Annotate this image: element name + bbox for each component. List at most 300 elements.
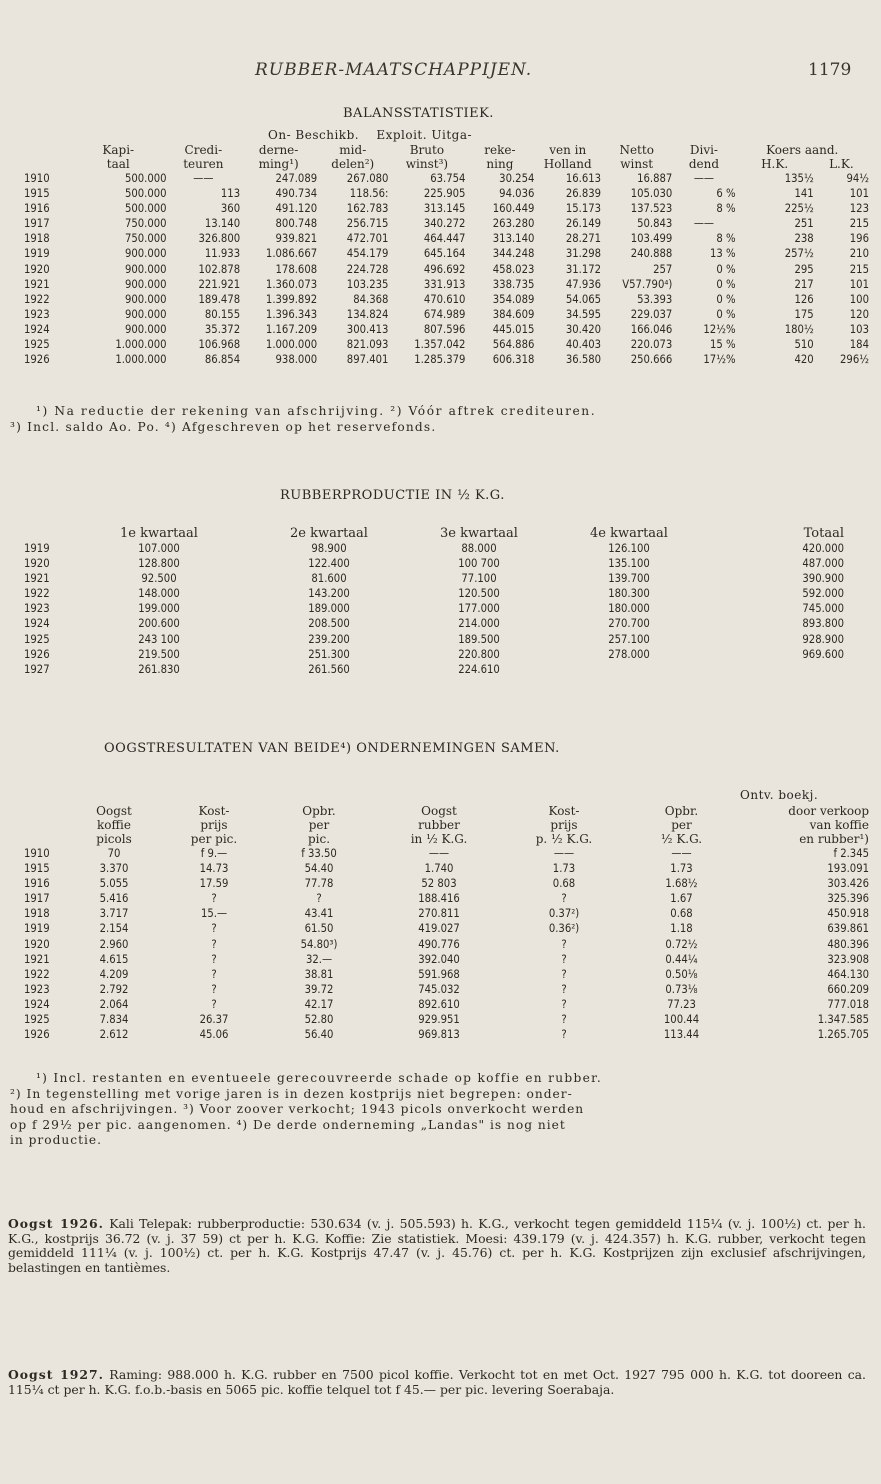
row-year: 1919 — [24, 247, 50, 261]
table-cell: 70 — [107, 847, 121, 860]
row-year: 1926 — [24, 1028, 50, 1042]
table-cell: 42.17 — [304, 997, 334, 1011]
table-row — [24, 277, 869, 292]
table-cell: 969.600 — [802, 647, 844, 661]
column-header: picols — [96, 832, 132, 846]
table-cell: 135.100 — [608, 557, 650, 571]
column-header: winst³) — [405, 157, 449, 171]
table-cell: 6 % — [716, 187, 736, 201]
table-row — [24, 601, 844, 616]
table-cell: 26.839 — [565, 187, 602, 201]
table-cell: 256.715 — [346, 217, 389, 231]
table-cell: 1.000.000 — [115, 338, 167, 352]
balans-head-row3 — [24, 157, 869, 171]
table-cell: 45.06 — [199, 1028, 229, 1042]
table-cell: 0.73⅛ — [665, 982, 698, 996]
table-cell: 15.173 — [565, 202, 602, 216]
column-header: per pic. — [190, 832, 238, 846]
table-cell: 32.— — [305, 952, 333, 966]
table-cell: ? — [211, 952, 217, 966]
table-cell: 470.610 — [423, 292, 466, 306]
table-cell: 1.360.073 — [265, 277, 318, 291]
table-cell: 53.393 — [637, 292, 673, 306]
table-cell: 420 — [794, 353, 814, 367]
table-cell: 450.918 — [827, 907, 869, 921]
table-cell: 243 100 — [138, 632, 180, 646]
row-year: 1924 — [24, 997, 50, 1011]
table-cell: 1.396.343 — [265, 307, 318, 321]
table-cell: —— — [693, 217, 714, 231]
table-cell: 325.396 — [827, 892, 869, 906]
row-year: 1910 — [24, 847, 50, 860]
table-cell: 4.615 — [99, 952, 129, 966]
column-header: Bruto — [409, 143, 445, 157]
column-header: taal — [106, 157, 130, 171]
table-cell: ? — [561, 997, 567, 1011]
table-cell: ? — [561, 892, 567, 906]
table-cell: 821.093 — [346, 338, 389, 352]
table-cell: 225½ — [784, 202, 814, 216]
column-header: Kost- — [198, 804, 230, 818]
table-row — [24, 556, 844, 571]
table-cell: 137.523 — [630, 202, 673, 216]
table-cell: 107.000 — [138, 542, 180, 555]
table-row — [24, 997, 869, 1012]
table-cell: 564.886 — [492, 338, 535, 352]
table-row — [24, 891, 869, 906]
table-cell: 210 — [849, 247, 869, 261]
table-cell: 2.960 — [99, 937, 129, 951]
table-cell: ? — [561, 1028, 567, 1042]
table-cell: 220.800 — [458, 647, 500, 661]
balans-title: BALANSSTATISTIEK. — [343, 106, 494, 121]
table-cell: 52 803 — [421, 877, 457, 891]
table-cell: 56.40 — [304, 1028, 334, 1042]
table-row — [24, 616, 844, 631]
column-header: teuren — [183, 157, 224, 171]
table-cell: 251.300 — [308, 647, 350, 661]
table-cell: 94.036 — [499, 187, 535, 201]
column-header: prijs — [200, 818, 228, 832]
column-header: van koffie — [809, 818, 869, 832]
row-year: 1926 — [24, 647, 50, 661]
row-year: 1916 — [24, 202, 50, 216]
table-cell: 11.933 — [204, 247, 241, 261]
row-year: 1919 — [24, 542, 50, 555]
table-cell: 86.854 — [204, 353, 241, 367]
table-cell: 166.046 — [630, 322, 673, 336]
table-cell: 900.000 — [124, 292, 167, 306]
row-year: 1926 — [24, 353, 50, 367]
table-cell: 897.401 — [346, 353, 389, 367]
table-cell: 178.608 — [275, 262, 318, 276]
table-cell: 2.612 — [99, 1028, 129, 1042]
table-cell: 135½ — [784, 172, 814, 185]
table-cell: 103.499 — [630, 232, 673, 246]
table-cell: 8 % — [716, 232, 736, 246]
table-cell: 500.000 — [124, 202, 167, 216]
table-cell: 28.271 — [565, 232, 602, 246]
table-cell: 500.000 — [124, 187, 167, 201]
table-cell: ? — [561, 952, 567, 966]
table-cell: 54.065 — [565, 292, 602, 306]
table-cell: 257 — [653, 262, 673, 276]
table-cell: 34.595 — [565, 307, 602, 321]
column-header: en rubber¹) — [799, 832, 869, 846]
column-header: Oogst — [96, 804, 132, 818]
table-cell: 1.357.042 — [414, 338, 466, 352]
row-year: 1923 — [24, 602, 50, 616]
row-year: 1916 — [24, 877, 50, 891]
table-cell: 81.600 — [311, 572, 347, 586]
table-cell: 340.272 — [423, 217, 466, 231]
table-row — [24, 352, 869, 367]
table-cell: 660.209 — [827, 982, 869, 996]
table-cell: 63.754 — [430, 172, 466, 185]
column-header: H.K. — [761, 157, 789, 171]
table-cell: 267.080 — [346, 172, 389, 185]
table-row — [24, 201, 869, 216]
table-cell: 500.000 — [124, 172, 167, 185]
table-cell: 240.888 — [630, 247, 673, 261]
column-header: Oogst — [421, 804, 457, 818]
table-cell: 77.100 — [461, 572, 497, 586]
table-cell: 40.403 — [565, 338, 602, 352]
column-header: winst — [620, 157, 654, 171]
table-cell: 52.80 — [304, 1013, 334, 1027]
table-cell: 101 — [849, 187, 869, 201]
table-cell: 0.72½ — [665, 937, 698, 951]
table-cell: 939.821 — [275, 232, 318, 246]
table-cell: —— — [671, 847, 692, 860]
table-cell: 7.834 — [99, 1013, 129, 1027]
row-year: 1920 — [24, 557, 50, 571]
row-year: 1921 — [24, 572, 50, 586]
row-year: 1923 — [24, 307, 50, 321]
table-cell: 200.600 — [138, 617, 180, 631]
row-year: 1918 — [24, 907, 50, 921]
column-header: Opbr. — [302, 804, 336, 818]
table-cell: 5.055 — [99, 877, 129, 891]
table-cell: 0 % — [716, 307, 736, 321]
table-cell: 4.209 — [99, 967, 129, 981]
row-year: 1918 — [24, 232, 50, 246]
table-cell: 100 — [849, 292, 869, 306]
row-year: 1921 — [24, 952, 50, 966]
table-row — [24, 662, 844, 677]
table-row — [24, 906, 869, 921]
table-cell: 929.951 — [418, 1013, 460, 1027]
column-header: 3e kwartaal — [440, 526, 518, 541]
table-cell: 103.235 — [346, 277, 389, 291]
table-cell: —— — [693, 172, 714, 185]
table-cell: 490.776 — [418, 937, 460, 951]
table-row — [24, 216, 869, 231]
table-cell: 225.905 — [423, 187, 466, 201]
table-cell: 674.989 — [423, 307, 466, 321]
table-cell: 458.023 — [492, 262, 535, 276]
running-title: RUBBER-MAATSCHAPPIJEN. — [255, 60, 533, 80]
row-year: 1919 — [24, 922, 50, 936]
row-year: 1917 — [24, 892, 50, 906]
table-cell: 35.372 — [204, 322, 241, 336]
table-cell: 196 — [849, 232, 869, 246]
table-cell: 189.000 — [308, 602, 350, 616]
table-cell: 800.748 — [275, 217, 318, 231]
table-cell: —— — [193, 172, 214, 185]
table-cell: 30.420 — [565, 322, 602, 336]
oogst-1926-paragraph — [8, 1217, 866, 1275]
table-cell: 16.887 — [637, 172, 673, 185]
table-cell: 0.68 — [552, 877, 576, 891]
table-cell: ? — [211, 892, 217, 906]
table-cell: 278.000 — [608, 647, 650, 661]
table-row — [24, 937, 869, 952]
table-row — [24, 632, 844, 647]
table-cell: 80.155 — [204, 307, 241, 321]
column-header: delen²) — [331, 157, 375, 171]
table-cell: 220.073 — [630, 338, 673, 352]
table-row — [24, 231, 869, 246]
oogst-1926-label: Oogst 1926. — [8, 1216, 104, 1231]
table-cell: 47.936 — [565, 277, 602, 291]
table-cell: 1.67 — [670, 892, 693, 906]
table-cell: 199.000 — [138, 602, 180, 616]
table-cell: ? — [211, 967, 217, 981]
column-header: prijs — [550, 818, 578, 832]
oogst-1927-label: Oogst 1927. — [8, 1367, 104, 1382]
table-cell: 180½ — [784, 322, 814, 336]
row-year: 1922 — [24, 587, 50, 601]
table-cell: f 33.50 — [301, 847, 337, 860]
rubber-title: RUBBERPRODUCTIE IN ½ K.G. — [280, 488, 505, 503]
table-row — [24, 952, 869, 967]
table-cell: 31.172 — [565, 262, 602, 276]
oogst-title: OOGSTRESULTATEN VAN BEIDE⁴) ONDERNEMINGEN SAMEN. — [104, 741, 560, 756]
table-cell: 480.396 — [827, 937, 869, 951]
balans-table — [24, 143, 869, 367]
table-cell: 217 — [794, 277, 814, 291]
table-cell: 61.50 — [304, 922, 334, 936]
table-cell: 224.610 — [458, 662, 500, 676]
table-cell: 13.140 — [204, 217, 241, 231]
table-cell: 50.843 — [637, 217, 673, 231]
column-header: Holland — [543, 157, 592, 171]
row-year: 1927 — [24, 662, 50, 676]
row-year: 1915 — [24, 187, 50, 201]
table-cell: 270.811 — [418, 907, 460, 921]
table-cell: 26.149 — [565, 217, 602, 231]
table-cell: 175 — [794, 307, 814, 321]
table-cell: 219.500 — [138, 647, 180, 661]
oogst-note-line: ²) In tegenstelling met vorige jaren is in dezen kostprijs niet begrepen: onder- — [10, 1086, 573, 1101]
column-header: pic. — [307, 832, 331, 846]
table-cell: 189.478 — [198, 292, 241, 306]
table-cell: ? — [211, 937, 217, 951]
table-cell: V57.790⁴) — [622, 277, 673, 291]
table-cell: 189.500 — [458, 632, 500, 646]
column-header: Opbr. — [664, 804, 699, 818]
table-cell: 143.200 — [308, 587, 350, 601]
table-row — [24, 982, 869, 997]
table-cell: 257.100 — [608, 632, 650, 646]
column-header: rubber — [418, 818, 460, 832]
table-cell: 141 — [794, 187, 814, 201]
column-header: Credi- — [184, 143, 223, 157]
table-cell: 0.44¼ — [665, 952, 698, 966]
table-row — [24, 262, 869, 277]
table-cell: 251 — [794, 217, 814, 231]
row-year: 1923 — [24, 982, 50, 996]
table-cell: 295 — [794, 262, 814, 276]
column-header: 1e kwartaal — [120, 526, 198, 541]
table-cell: 1.73 — [552, 862, 576, 876]
table-cell: 120.500 — [458, 587, 500, 601]
table-cell: 247.089 — [275, 172, 318, 185]
table-cell: —— — [553, 847, 575, 860]
table-row — [24, 307, 869, 322]
table-cell: 122.400 — [308, 557, 350, 571]
table-cell: f 9.— — [200, 847, 228, 860]
table-cell: 92.500 — [141, 572, 177, 586]
table-cell: 193.091 — [827, 862, 869, 876]
table-cell: 103 — [849, 322, 869, 336]
oogst-head2-row — [24, 804, 869, 818]
table-cell: 3.370 — [99, 862, 129, 876]
row-year: 1915 — [24, 862, 50, 876]
table-cell: ? — [211, 922, 217, 936]
table-cell: 326.800 — [198, 232, 241, 246]
table-cell: 900.000 — [124, 307, 167, 321]
table-cell: 257½ — [784, 247, 814, 261]
table-cell: 30.254 — [499, 172, 535, 185]
table-row — [24, 967, 869, 982]
row-year: 1920 — [24, 262, 50, 276]
balans-head-row1: On- Beschikb. Exploit. Uitga- — [268, 128, 473, 142]
table-cell: 591.968 — [418, 967, 460, 981]
table-cell: 900.000 — [124, 262, 167, 276]
table-cell: 229.037 — [630, 307, 673, 321]
table-row — [24, 846, 869, 861]
table-cell: 123 — [849, 202, 869, 216]
table-cell: 1.167.209 — [265, 322, 318, 336]
column-header: 4e kwartaal — [590, 526, 668, 541]
table-row — [24, 337, 869, 352]
table-cell: ? — [211, 997, 217, 1011]
table-cell: 263.280 — [492, 217, 535, 231]
row-year: 1925 — [24, 338, 50, 352]
table-cell: 1.740 — [424, 862, 454, 876]
table-cell: 148.000 — [138, 587, 180, 601]
table-cell: 208.500 — [308, 617, 350, 631]
table-cell: 162.783 — [346, 202, 389, 216]
table-row — [24, 541, 844, 556]
balans-note-2: ³) Incl. saldo Ao. Po. ⁴) Afgeschreven op het reservefonds. — [10, 420, 437, 434]
table-cell: 101 — [849, 277, 869, 291]
table-cell: 938.000 — [275, 353, 318, 367]
table-cell: 31.298 — [565, 247, 602, 261]
table-cell: ? — [561, 937, 567, 951]
table-cell: 1.399.892 — [265, 292, 318, 306]
table-cell: 88.000 — [461, 542, 497, 555]
table-cell: ? — [561, 1013, 567, 1027]
table-cell: 221.921 — [198, 277, 241, 291]
table-row — [24, 586, 844, 601]
oogst-head-row1: Ontv. boekj. — [740, 788, 819, 802]
table-cell: 126.100 — [608, 542, 650, 555]
row-year: 1910 — [24, 172, 50, 185]
table-cell: 261.830 — [138, 662, 180, 676]
table-row — [24, 1012, 869, 1027]
table-cell: 180.300 — [608, 587, 650, 601]
table-cell: 750.000 — [124, 217, 167, 231]
column-header: Netto — [619, 143, 654, 157]
table-row — [24, 571, 844, 586]
oogst-table — [24, 804, 869, 1042]
table-cell: 98.900 — [311, 542, 347, 555]
table-cell: 5.416 — [99, 892, 129, 906]
oogst-head3-row — [24, 818, 869, 832]
column-header: per — [308, 818, 330, 832]
table-cell: 1.000.000 — [265, 338, 318, 352]
table-cell: 745.000 — [802, 602, 844, 616]
table-cell: 0 % — [716, 262, 736, 276]
table-cell: 215 — [849, 262, 869, 276]
table-cell: 592.000 — [802, 587, 844, 601]
table-cell: 0.68 — [670, 907, 693, 921]
rubber-production-table — [24, 527, 844, 677]
table-cell: 38.81 — [304, 967, 334, 981]
table-cell: 1.68½ — [665, 877, 698, 891]
table-cell: 43.41 — [304, 907, 334, 921]
table-cell: 261.560 — [308, 662, 350, 676]
table-row — [24, 322, 869, 337]
table-cell: 344.248 — [492, 247, 535, 261]
table-cell: 1.265.705 — [817, 1028, 869, 1042]
table-cell — [554, 662, 704, 677]
table-cell: 118.56: — [349, 187, 389, 201]
column-header: reke- — [484, 143, 516, 157]
column-header: ning — [486, 157, 514, 171]
table-cell: 487.000 — [802, 557, 844, 571]
table-cell: 296½ — [840, 353, 869, 367]
column-header: Koers aand. — [766, 143, 839, 157]
table-cell: 94½ — [846, 172, 869, 185]
column-header: in ½ K.G. — [410, 832, 468, 846]
table-cell: 1.086.667 — [265, 247, 318, 261]
table-cell: 15 % — [709, 338, 736, 352]
row-year: 1922 — [24, 967, 50, 981]
table-cell: 464.447 — [423, 232, 466, 246]
table-cell: 17½% — [703, 353, 736, 367]
table-cell: 338.735 — [492, 277, 535, 291]
table-row — [24, 246, 869, 261]
table-cell: 134.824 — [346, 307, 389, 321]
oogst-note-line: in productie. — [10, 1133, 102, 1147]
table-cell: 224.728 — [346, 262, 389, 276]
oogst-note-line: ¹) Incl. restanten en eventueele gerecouvreerde schade op koffie en rubber. — [36, 1071, 603, 1085]
table-cell: 77.78 — [304, 877, 334, 891]
table-cell: 214.000 — [458, 617, 500, 631]
column-header: mid- — [339, 143, 367, 157]
table-cell: 77.23 — [667, 997, 696, 1011]
table-cell: 250.666 — [630, 353, 673, 367]
table-cell: 0 % — [716, 277, 736, 291]
table-cell: 331.913 — [423, 277, 466, 291]
column-header: ½ K.G. — [660, 832, 703, 846]
column-header: koffie — [97, 818, 131, 832]
row-year: 1925 — [24, 632, 50, 646]
